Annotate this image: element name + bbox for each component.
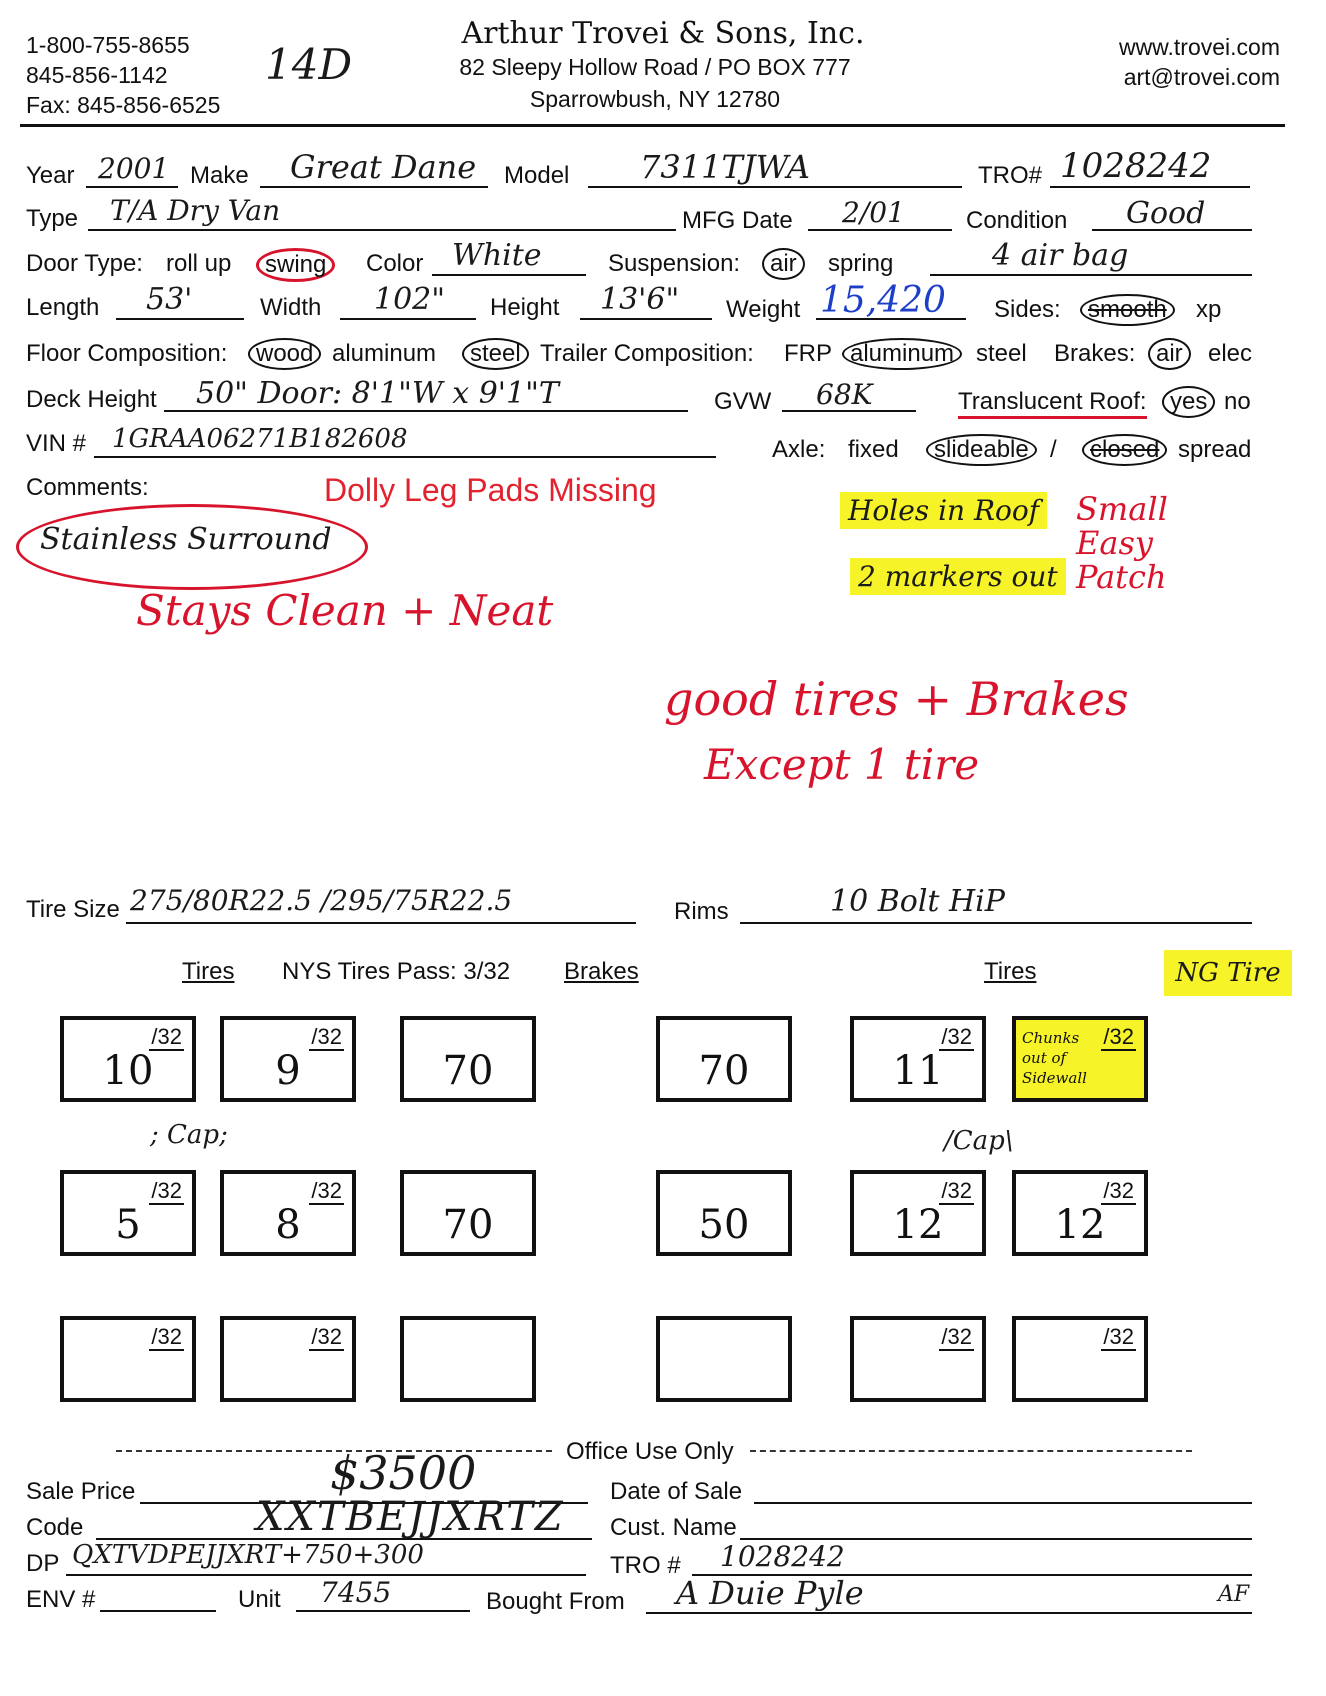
brakes-elec: elec bbox=[1208, 340, 1253, 367]
width-label: Width bbox=[260, 294, 322, 321]
small-easy-patch-note: Small Easy Patch bbox=[1076, 490, 1168, 596]
axle-closed-circled: closed bbox=[1082, 434, 1167, 466]
tire-frac: /32 bbox=[1103, 1178, 1134, 1203]
year-value: 2001 bbox=[98, 152, 170, 185]
trailer-comp-label: Trailer Composition: bbox=[540, 340, 754, 367]
susp-air-circled: air bbox=[762, 248, 805, 280]
length-line bbox=[116, 318, 244, 320]
bought-from-value: A Duie Pyle bbox=[676, 1574, 864, 1612]
make-value: Great Dane bbox=[290, 148, 477, 186]
length-value: 53' bbox=[146, 282, 193, 317]
height-value: 13'6" bbox=[600, 282, 680, 317]
type-label: Type bbox=[26, 205, 79, 232]
color-label: Color bbox=[366, 250, 424, 277]
brakes-air-circled: air bbox=[1148, 338, 1191, 370]
tire-frac: /32 bbox=[311, 1024, 342, 1049]
email: art@trovei.com bbox=[1123, 64, 1280, 90]
height-label: Height bbox=[490, 294, 560, 321]
brakes-label: Brakes: bbox=[1054, 340, 1136, 367]
unit-label: Unit bbox=[238, 1586, 281, 1613]
office-tro-value: 1028242 bbox=[720, 1540, 845, 1573]
rims-line bbox=[740, 922, 1252, 924]
type-value: T/A Dry Van bbox=[110, 194, 281, 227]
stainless-note: Stainless Surround bbox=[40, 522, 332, 557]
condition-value: Good bbox=[1126, 196, 1206, 231]
env-line bbox=[100, 1610, 216, 1612]
markers-note: 2 markers out bbox=[850, 558, 1066, 595]
suspension-line bbox=[930, 274, 1252, 276]
brake-box-r3-left bbox=[400, 1316, 536, 1402]
cap-note-right: /Cap\ bbox=[944, 1126, 1014, 1156]
stays-note: Stays Clean + Neat bbox=[136, 586, 554, 635]
tire-depth: 8 bbox=[275, 1202, 301, 1248]
dolly-leg-note: Dolly Leg Pads Missing bbox=[324, 472, 657, 508]
code-value: XXTBEJJXRTZ bbox=[256, 1494, 565, 1540]
cap-note-left: ; Cap; bbox=[150, 1120, 228, 1150]
floor-label: Floor Composition: bbox=[26, 340, 228, 367]
axle-sep: / bbox=[1050, 436, 1057, 463]
office-dash-right bbox=[750, 1450, 1192, 1452]
tire-depth: 12 bbox=[1054, 1202, 1106, 1248]
width-line bbox=[340, 318, 476, 320]
ng-tire-note: NG Tire bbox=[1164, 950, 1292, 996]
dp-value: QXTVDPEJJXRT+750+300 bbox=[72, 1540, 424, 1570]
tire-size-line bbox=[126, 922, 636, 924]
bought-from-line bbox=[646, 1612, 1252, 1614]
tires-header-right: Tires bbox=[984, 958, 1037, 985]
mfg-value: 2/01 bbox=[842, 196, 905, 229]
cust-name-label: Cust. Name bbox=[610, 1514, 737, 1541]
floor-aluminum: aluminum bbox=[332, 340, 437, 367]
except-note: Except 1 tire bbox=[704, 740, 980, 789]
sides-smooth-circled: smooth bbox=[1080, 294, 1175, 326]
brake-box-r1-right bbox=[656, 1016, 792, 1102]
tire-box-r1-c5 bbox=[850, 1016, 986, 1102]
tire-box-r3-c6 bbox=[1012, 1316, 1148, 1402]
tire-depth: 12 bbox=[892, 1202, 944, 1248]
date-of-sale-label: Date of Sale bbox=[610, 1478, 743, 1505]
nys-pass: NYS Tires Pass: 3/32 bbox=[282, 958, 511, 985]
door-type-label: Door Type: bbox=[26, 250, 143, 277]
roof-no: no bbox=[1224, 388, 1251, 415]
roof-label: Translucent Roof: bbox=[958, 388, 1147, 419]
company-name: Arthur Trovei & Sons, Inc. bbox=[461, 16, 865, 51]
company-address-2: Sparrowbush, NY 12780 bbox=[529, 86, 781, 112]
tire-box-r1-c1 bbox=[60, 1016, 196, 1102]
year-label: Year bbox=[26, 162, 75, 189]
axle-spread: spread bbox=[1178, 436, 1252, 463]
tire-depth: 11 bbox=[892, 1048, 944, 1094]
brake-pct: 50 bbox=[698, 1202, 750, 1248]
brake-box-r3-right bbox=[656, 1316, 792, 1402]
color-value: White bbox=[452, 238, 542, 273]
brake-pct: 70 bbox=[442, 1048, 494, 1094]
tire-depth: 9 bbox=[275, 1048, 301, 1094]
tire-size-value: 275/80R22.5 /295/75R22.5 bbox=[130, 884, 513, 917]
floor-wood-circled: wood bbox=[248, 338, 321, 370]
gvw-label: GVW bbox=[714, 388, 772, 415]
tc-aluminum-circled: aluminum bbox=[842, 338, 962, 370]
weight-label: Weight bbox=[726, 296, 801, 323]
tire-frac: /32 bbox=[151, 1324, 182, 1349]
unit-value: 7455 bbox=[320, 1576, 392, 1609]
width-value: 102" bbox=[374, 282, 446, 317]
brake-pct: 70 bbox=[442, 1202, 494, 1248]
tire-frac: /32 bbox=[1103, 1324, 1134, 1349]
sale-price-value: $3500 bbox=[330, 1446, 477, 1500]
door-swing-circled: swing bbox=[256, 248, 335, 282]
bought-from-label: Bought From bbox=[486, 1588, 625, 1615]
tc-steel: steel bbox=[976, 340, 1027, 367]
office-title: Office Use Only bbox=[566, 1438, 734, 1465]
suspension-label: Suspension: bbox=[608, 250, 741, 277]
axle-label: Axle: bbox=[772, 436, 826, 463]
brake-box-r2-left bbox=[400, 1170, 536, 1256]
tire-box-r1-c2 bbox=[220, 1016, 356, 1102]
condition-label: Condition bbox=[966, 207, 1068, 234]
tire-box-r2-c6 bbox=[1012, 1170, 1148, 1256]
deck-label: Deck Height bbox=[26, 386, 157, 413]
sidewall-note: Chunks out of Sidewall bbox=[1022, 1029, 1087, 1087]
header-rule bbox=[20, 124, 1285, 127]
make-label: Make bbox=[190, 162, 249, 189]
initials: AF bbox=[1218, 1582, 1250, 1607]
height-line bbox=[580, 318, 712, 320]
handwritten-code: 14D bbox=[265, 40, 353, 89]
length-label: Length bbox=[26, 294, 100, 321]
company-address-1: 82 Sleepy Hollow Road / PO BOX 777 bbox=[459, 54, 851, 80]
rims-label: Rims bbox=[674, 898, 729, 925]
vin-line bbox=[94, 456, 716, 458]
tire-depth: 5 bbox=[115, 1202, 141, 1248]
tires-header-left: Tires bbox=[182, 958, 235, 985]
type-line bbox=[88, 229, 676, 231]
vin-value: 1GRAA06271B182608 bbox=[112, 424, 408, 454]
roof-yes-circled: yes bbox=[1162, 386, 1215, 418]
model-line bbox=[588, 186, 962, 188]
tire-frac: /32 bbox=[151, 1178, 182, 1203]
dp-label: DP bbox=[26, 1550, 60, 1577]
tire-box-r3-c1 bbox=[60, 1316, 196, 1402]
tire-frac: /32 bbox=[941, 1178, 972, 1203]
tire-depth: 10 bbox=[102, 1048, 154, 1094]
date-of-sale-line bbox=[754, 1502, 1252, 1504]
tire-box-r2-c2 bbox=[220, 1170, 356, 1256]
tire-box-r2-c1 bbox=[60, 1170, 196, 1256]
weight-value: 15,420 bbox=[820, 280, 946, 321]
fax: Fax: 845-856-6525 bbox=[26, 92, 221, 118]
tire-frac: /32 bbox=[311, 1178, 342, 1203]
brake-box-r2-right bbox=[656, 1170, 792, 1256]
tire-frac: /32 bbox=[151, 1024, 182, 1049]
mfg-label: MFG Date bbox=[682, 207, 793, 234]
door-roll: roll up bbox=[166, 250, 232, 277]
model-value: 7311TJWA bbox=[640, 148, 811, 186]
tire-box-r3-c2 bbox=[220, 1316, 356, 1402]
rims-value: 10 Bolt HiP bbox=[830, 884, 1005, 919]
floor-steel-circled: steel bbox=[462, 338, 529, 370]
good-tires-note: good tires + Brakes bbox=[664, 672, 1129, 726]
sides-label: Sides: bbox=[994, 296, 1061, 323]
year-line bbox=[86, 186, 178, 188]
sale-price-label: Sale Price bbox=[26, 1478, 136, 1505]
tro-label: TRO# bbox=[978, 162, 1043, 189]
tc-frp: FRP bbox=[784, 340, 832, 367]
axle-slideable-circled: slideable bbox=[926, 434, 1037, 466]
env-label: ENV # bbox=[26, 1586, 96, 1613]
gvw-value: 68K bbox=[816, 378, 873, 411]
axle-fixed: fixed bbox=[848, 436, 899, 463]
holes-note: Holes in Roof bbox=[840, 492, 1047, 529]
tire-frac: /32 bbox=[1103, 1024, 1134, 1049]
tire-box-r2-c5 bbox=[850, 1170, 986, 1256]
vin-label: VIN # bbox=[26, 430, 87, 457]
comments-label: Comments: bbox=[26, 474, 149, 501]
tire-box-r1-c6 bbox=[1012, 1016, 1148, 1102]
tire-box-r3-c5 bbox=[850, 1316, 986, 1402]
brake-box-r1-left bbox=[400, 1016, 536, 1102]
color-line bbox=[432, 274, 586, 276]
tro-line bbox=[1050, 186, 1250, 188]
tire-frac: /32 bbox=[941, 1324, 972, 1349]
deck-value: 50" Door: 8'1"W x 9'1"T bbox=[196, 376, 559, 411]
office-tro-label: TRO # bbox=[610, 1552, 681, 1579]
website: www.trovei.com bbox=[1118, 34, 1280, 60]
model-label: Model bbox=[504, 162, 570, 189]
tro-value: 1028242 bbox=[1060, 146, 1212, 186]
make-line bbox=[260, 186, 488, 188]
unit-line bbox=[296, 1610, 470, 1612]
code-label: Code bbox=[26, 1514, 84, 1541]
mfg-line bbox=[808, 229, 952, 231]
suspension-value: 4 air bag bbox=[992, 238, 1129, 273]
phone-1: 1-800-755-8655 bbox=[26, 32, 190, 58]
tire-frac: /32 bbox=[311, 1324, 342, 1349]
phone-2: 845-856-1142 bbox=[26, 62, 168, 88]
sides-xp: xp bbox=[1196, 296, 1222, 323]
susp-spring: spring bbox=[828, 250, 894, 277]
tire-frac: /32 bbox=[941, 1024, 972, 1049]
brakes-header: Brakes bbox=[564, 958, 639, 985]
tire-size-label: Tire Size bbox=[26, 896, 120, 923]
brake-pct: 70 bbox=[698, 1048, 750, 1094]
